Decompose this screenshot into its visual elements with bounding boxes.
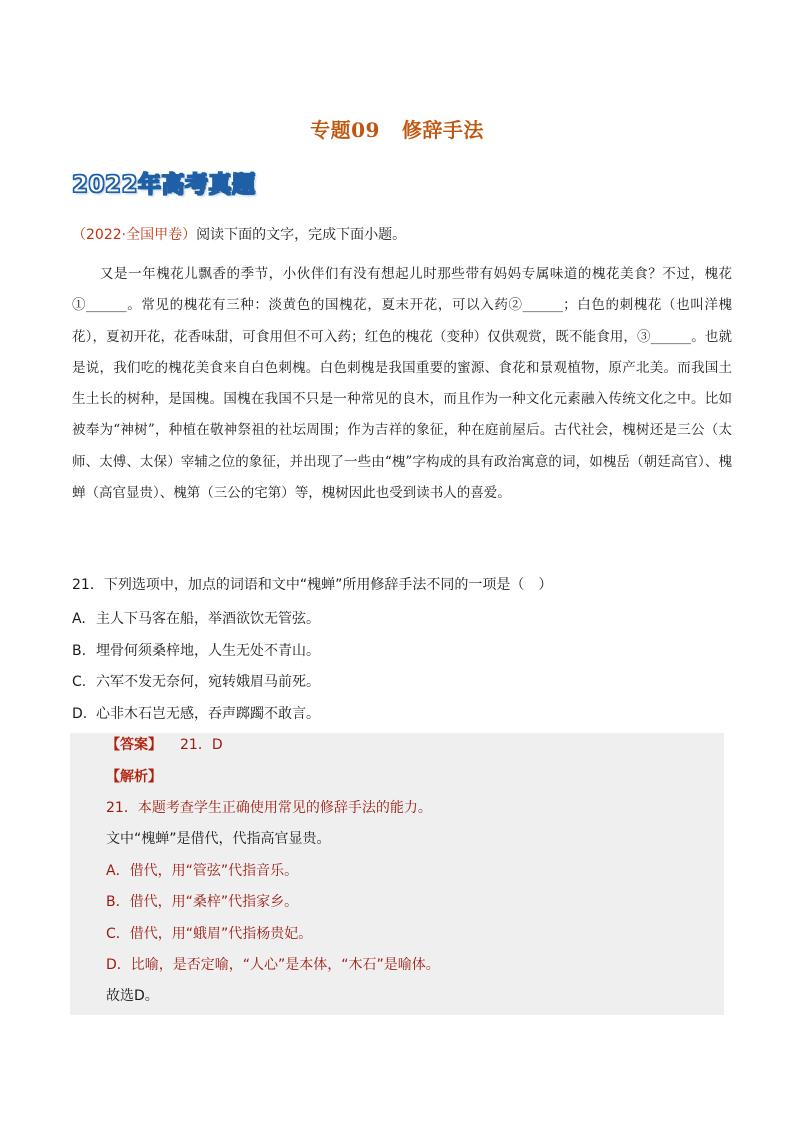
analysis-line: D．比喻，是否定喻，“人心”是本体，“木石”是喻体。 <box>106 957 440 973</box>
question-stem: 21．下列选项中，加点的词语和文中“槐蝉”所用修辞手法不同的一项是（ ） <box>72 577 553 593</box>
passage-line: 白色刺槐是我国重要的蜜源、食花和景观植物，原产北美。而我国土生土长的树种，是国槐。 <box>72 359 733 408</box>
option-letter: C. <box>72 674 87 690</box>
question-source: （2022·全国甲卷） <box>72 227 197 243</box>
option-c <box>72 671 732 703</box>
analysis-label: 【解析】 <box>106 769 162 785</box>
question-instruction: 阅读下面的文字，完成下面小题。 <box>196 227 407 243</box>
option-a <box>72 608 732 640</box>
passage-line: 如槐岳（朝廷高官）、槐蝉（高官显贵）、槐第（三公的宅第）等，槐树因此也受到读书人的喜 <box>72 453 732 502</box>
page-title <box>0 114 794 143</box>
title-topic-number: 专题09 <box>310 118 380 142</box>
option-letter: B. <box>72 642 87 659</box>
passage-line: 公（太师、太傅、太保）宰辅之位的象征，并出现了一些由“槐”字构成的具有政治寓意的词， <box>72 422 733 470</box>
passage-line: 爱。 <box>483 485 511 502</box>
section-heading: 2022年高考真题 <box>72 172 256 198</box>
title-topic-name: 修辞手法 <box>401 118 484 142</box>
passage-line: 食？不过，槐花①______。常见的槐花有三种：淡黄色的国槐花，夏末开花，可以入药 <box>72 266 733 314</box>
passage-line: 槐花（变种）仅供观赏，既不能食用，③______。也就是说，我们吃的槐花美食来自白色刺槐。 <box>72 328 733 376</box>
analysis-line: 文中“槐蝉”是借代，代指高官显贵。 <box>106 831 331 847</box>
option-letter: D. <box>72 705 88 722</box>
option-text: 埋骨何须桑梓地，人生无处不青山。 <box>96 642 320 659</box>
options-list <box>72 608 732 734</box>
passage-line: 国槐在我国不只是一种常见的良木，而且作为一种文化元素融入传统文化之中。比如被奉为“神 <box>72 391 733 439</box>
analysis-line: B．借代，用“桑梓”代指家乡。 <box>106 894 299 910</box>
question-intro <box>72 225 732 245</box>
option-b <box>72 640 732 672</box>
passage-line: 又是一年槐花儿飘香的季节，小伙伴们有没有想起儿时那些带有妈妈专属味道的槐花美 <box>100 266 635 282</box>
answer-value: 21．D <box>180 737 223 753</box>
passage-line: ②______；白色的刺槐花（也叫洋槐花），夏初开花，花香味甜，可食用但不可入药；红色的 <box>72 297 733 345</box>
analysis-line: 21．本题考查学生正确使用常见的修辞手法的能力。 <box>106 800 432 816</box>
answer-label: 【答案】 <box>106 737 162 753</box>
passage-line: 树”，种植在敬神祭祖的社坛周围；作为吉祥的象征，种在庭前屋后。古代社会，槐树还是三 <box>134 422 692 439</box>
analysis-line: C．借代，用“蛾眉”代指杨贵妃。 <box>106 926 313 942</box>
reading-passage <box>72 259 732 509</box>
option-text: 心非木石岂无感，吞声踯躅不敢言。 <box>96 705 320 722</box>
option-letter: A. <box>72 611 86 627</box>
option-text: 六军不发无奈何，宛转娥眉马前死。 <box>96 674 320 690</box>
analysis-line: A．借代，用“管弦”代指音乐。 <box>106 863 299 879</box>
analysis-line: 故选D。 <box>106 988 159 1004</box>
answer-line <box>106 735 223 755</box>
option-d <box>72 703 732 735</box>
option-text: 主人下马客在船，举酒欲饮无管弦。 <box>96 611 320 627</box>
